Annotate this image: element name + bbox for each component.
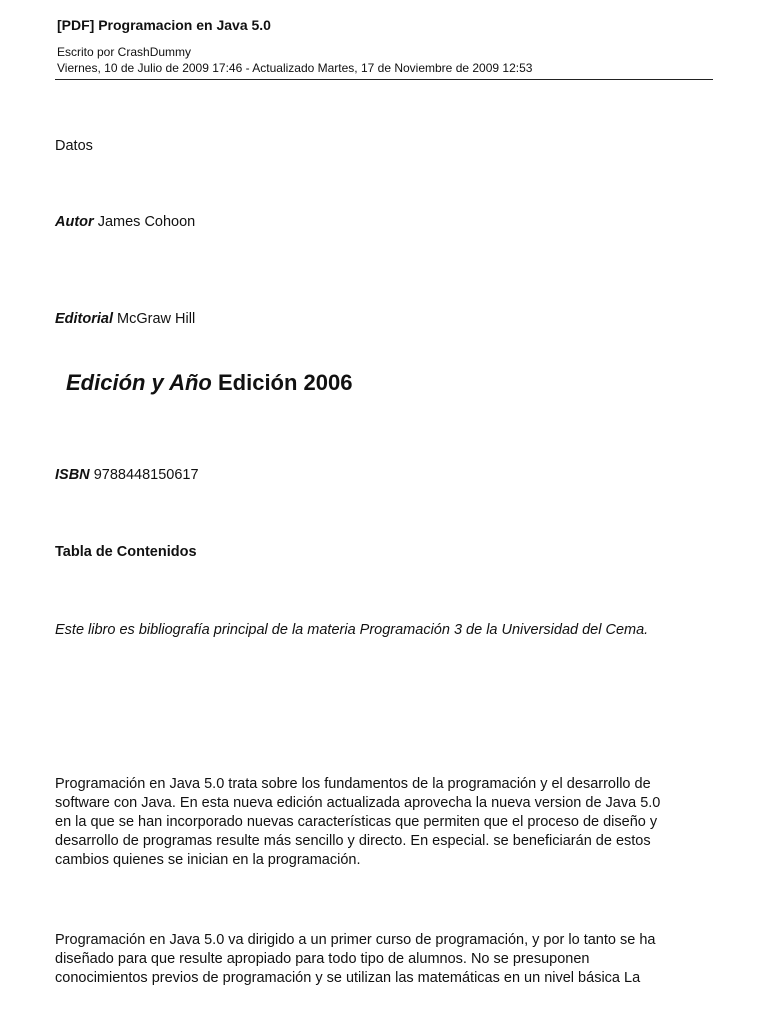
autor-label: Autor	[55, 214, 94, 230]
editorial-field	[55, 310, 195, 329]
datos-label: Datos	[55, 138, 93, 154]
paragraph-line: cambios quienes se inician en la programación.	[55, 852, 361, 868]
autor-field	[55, 213, 195, 232]
editorial-value: McGraw Hill	[117, 311, 196, 327]
paragraph-2	[55, 931, 715, 988]
autor-value: James Cohoon	[97, 214, 196, 230]
paragraph-line: desarrollo de programas resulte más sencillo y directo. En especial. se beneficiarán de estos	[55, 833, 651, 849]
isbn-value: 9788448150617	[93, 467, 199, 483]
paragraph-line: software con Java. En esta nueva edición actualizada aprovecha la nueva version de Java 5.0	[55, 795, 661, 811]
isbn-label: ISBN	[55, 467, 90, 483]
edicion-field	[66, 369, 353, 397]
isbn-field	[55, 466, 199, 485]
paragraph-line: conocimientos previos de programación y se utilizan las matemáticas en un nivel básica La	[55, 970, 641, 986]
paragraph-line: Programación en Java 5.0 va dirigido a un primer curso de programación, y por lo tanto se ha	[55, 932, 656, 948]
editorial-label: Editorial	[55, 311, 114, 327]
edicion-value: Edición 2006	[217, 370, 353, 395]
paragraph-line: en la que se han incorporado nuevas características que permiten que el proceso de diseño y	[55, 814, 658, 830]
paragraph-line: Programación en Java 5.0 trata sobre los fundamentos de la programación y el desarrollo de	[55, 776, 651, 792]
intro-text: Este libro es bibliografía principal de la materia Programación 3 de la Universidad del Cema.	[55, 622, 649, 638]
paragraph-line: diseñado para que resulte apropiado para todo tipo de alumnos. No se presuponen	[55, 951, 590, 967]
page-header	[55, 16, 713, 80]
edicion-label: Edición y Año	[66, 370, 212, 395]
dates-line: Viernes, 10 de Julio de 2009 17:46 - Actualizado Martes, 17 de Noviembre de 2009 12:53	[57, 61, 533, 75]
author-line: Escrito por CrashDummy	[57, 45, 192, 59]
paragraph-1	[55, 775, 715, 870]
toc-heading: Tabla de Contenidos	[55, 544, 197, 560]
document-title: [PDF] Programacion en Java 5.0	[57, 17, 271, 33]
